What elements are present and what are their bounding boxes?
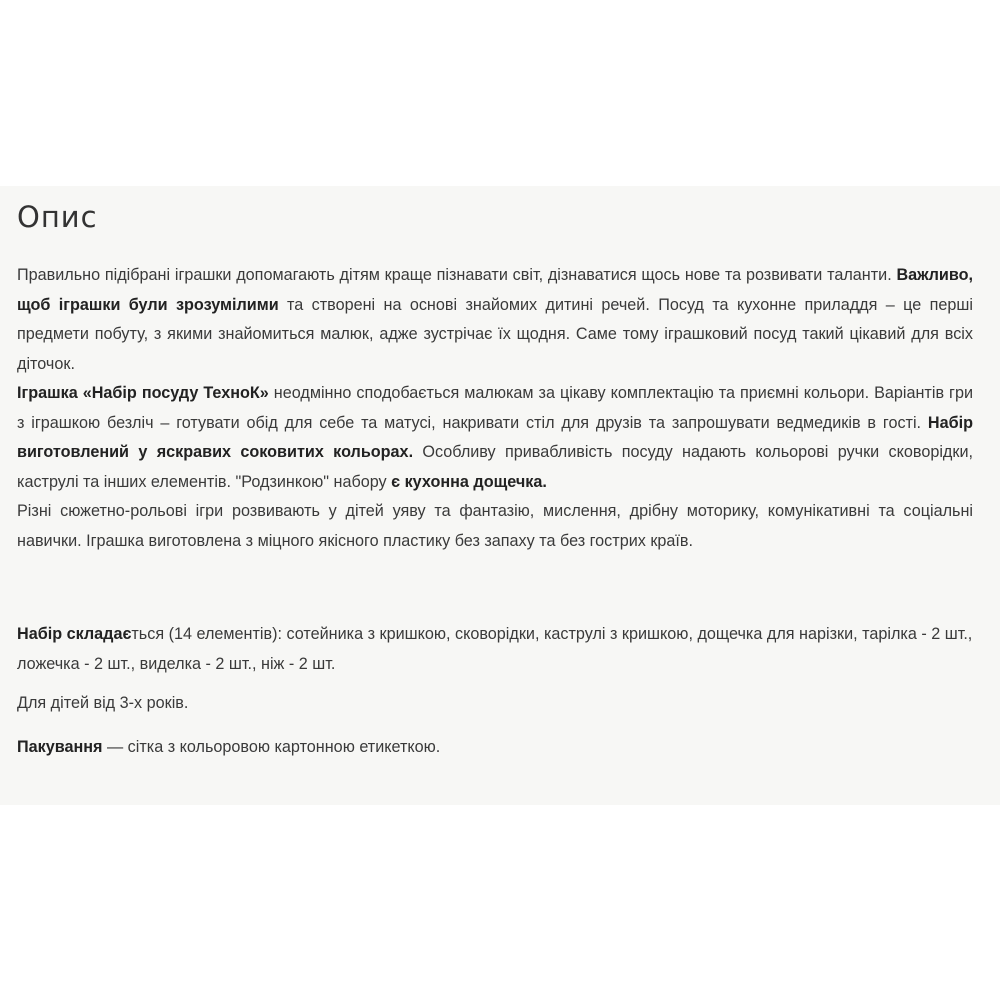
bold-run: Набір виготовлений у яскравих соковитих кольорах. <box>17 413 973 461</box>
bold-run: є кухонна дощечка. <box>391 472 547 491</box>
text-run: Особливу привабливість посуду надають кольорові ручки сковорідки, каструлі та інших елементів. "Родзинкою" набору <box>17 443 973 491</box>
packaging-info <box>17 733 973 763</box>
composition-info <box>17 620 973 679</box>
bold-run: Іграшка «Набір посуду ТехноК» <box>17 384 269 402</box>
description-text <box>17 261 973 556</box>
text-run: та створені на основі знайомих дитині речей. Посуд та кухонне приладдя – це перші предмети побуту, з якими знайомиться малюк, адже зустрічає їх щодня. Саме тому іграшковий посуд такий цікавий для всіх діточок. <box>17 295 974 373</box>
composition-label: Набір складає <box>17 625 132 643</box>
composition-text: ться (14 елементів): сотейника з кришкою, сковорідки, каструлі з кришкою, дощечка для нарізки, тарілка - 2 шт., ложечка - 2 шт., виделка - 2 шт., ніж - 2 шт. <box>17 625 973 673</box>
description-paragraph-2 <box>17 379 973 497</box>
text-run: неодмінно сподобається малюкам за цікаву комплектацію та приємні кольори. Варіантів гри з іграшкою безліч – готувати обід для себе та матусі, накривати стіл для друзів та запрошувати ведмедиків в гості. <box>17 384 973 432</box>
packaging-label: Пакування <box>17 738 103 756</box>
packaging-text: — сітка з кольоровою картонною етикеткою. <box>102 738 441 756</box>
age-text: Для дітей від 3-х років. <box>17 694 189 712</box>
description-paragraph-3 <box>17 497 973 556</box>
age-info <box>17 689 973 719</box>
description-panel <box>0 186 1000 805</box>
packaging-paragraph <box>17 733 973 763</box>
composition-paragraph <box>17 620 973 679</box>
description-paragraph-1 <box>17 261 973 379</box>
bold-run: Важливо, щоб іграшки були зрозумілими <box>17 266 973 314</box>
section-title: Опис <box>17 200 98 234</box>
text-run: Різні сюжетно-рольові ігри розвивають у дітей уяву та фантазію, мислення, дрібну моторику, комунікативні та соціальні навички. Іграшка виготовлена з міцного якісного пластику без запаху та без гострих країв. <box>17 502 973 550</box>
text-run: Правильно підібрані іграшки допомагають дітям краще пізнавати світ, дізнаватися щось нове та розвивати таланти. <box>17 266 897 284</box>
